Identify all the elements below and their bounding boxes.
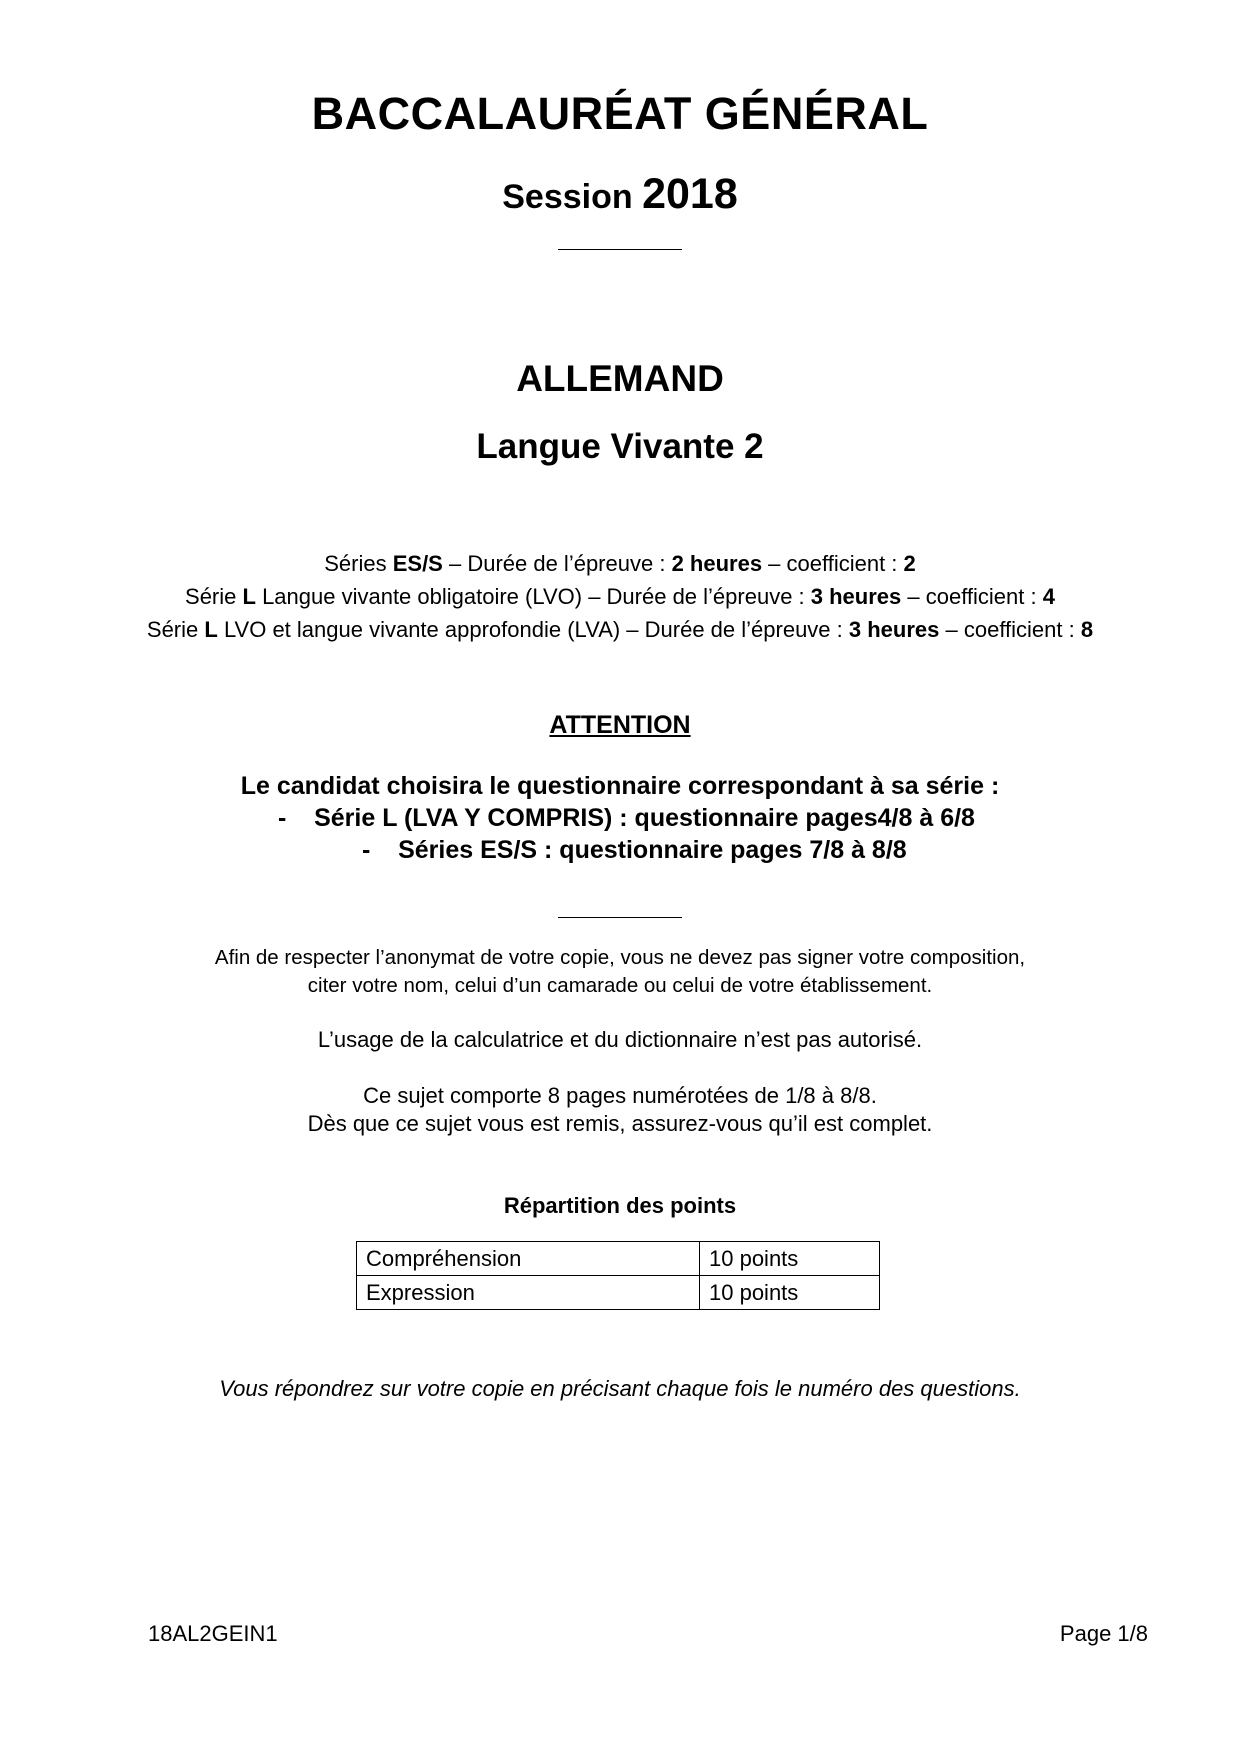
divider [558,917,682,918]
series-duration: 3 heures [848,617,940,642]
series-text: Séries [324,551,393,576]
attention-intro: Le candidat choisira le questionnaire correspondant à sa série : [240,772,1000,800]
attention-heading [0,711,1240,740]
exam-title: BACCALAURÉAT GÉNÉRAL [311,88,929,139]
series-line [0,617,1240,643]
series-text: Langue vivante obligatoire (LVO) – Durée de l’épreuve : [255,584,811,609]
series-text: LVO et langue vivante approfondie (LVA) – Durée de l’épreuve : [217,617,849,642]
attention-bullet: - Séries ES/S : questionnaire pages 7/8 à 8/8 [362,836,907,864]
series-line [0,551,1240,577]
points-table [356,1241,880,1310]
series-text: – coefficient : [901,584,1043,609]
session-label: Session [502,178,633,216]
points-label: Expression [357,1276,700,1310]
page-number: Page 1/8 [1059,1621,1148,1646]
calculator-notice: L’usage de la calculatrice et du dictionnaire n’est pas autorisé. [317,1027,923,1052]
table-row [357,1276,880,1310]
series-coefficient: 2 [903,551,916,576]
series-duration: 3 heures [810,584,902,609]
series-text: – coefficient : [762,551,904,576]
series-name: ES/S [392,551,443,576]
series-coefficient: 8 [1080,617,1094,642]
subject-level: Langue Vivante 2 [476,427,764,466]
attention-bullet: - Série L (LVA Y COMPRIS) : questionnaire pages4/8 à 6/8 [278,804,975,832]
attention-heading-text: ATTENTION [549,711,691,739]
pages-notice: Ce sujet comporte 8 pages numérotées de 1/8 à 8/8. [363,1083,877,1108]
anonymity-notice: citer votre nom, celui d’un camarade ou celui de votre établissement. [307,974,933,997]
series-text: Série [185,584,243,609]
session-line [0,170,1240,219]
points-heading: Répartition des points [503,1193,737,1218]
series-line [0,584,1240,610]
series-name: L [242,584,256,609]
series-coefficient: 4 [1042,584,1055,609]
points-value: 10 points [700,1276,880,1310]
points-value: 10 points [700,1242,880,1276]
completeness-notice: Dès que ce sujet vous est remis, assurez-vous qu’il est complet. [307,1111,933,1136]
series-text: – coefficient : [939,617,1081,642]
table-row [357,1242,880,1276]
answer-instruction: Vous répondrez sur votre copie en précisant chaque fois le numéro des questions. [219,1376,1021,1401]
subject-code: 18AL2GEIN1 [148,1621,278,1646]
points-label: Compréhension [357,1242,700,1276]
anonymity-notice: Afin de respecter l’anonymat de votre copie, vous ne devez pas signer votre composition, [214,946,1026,969]
divider [558,249,682,250]
series-text: – Durée de l’épreuve : [442,551,672,576]
series-name: L [204,617,218,642]
subject-name: ALLEMAND [516,358,724,399]
series-text: Série [146,617,205,642]
session-year: 2018 [642,170,738,218]
series-duration: 2 heures [671,551,763,576]
